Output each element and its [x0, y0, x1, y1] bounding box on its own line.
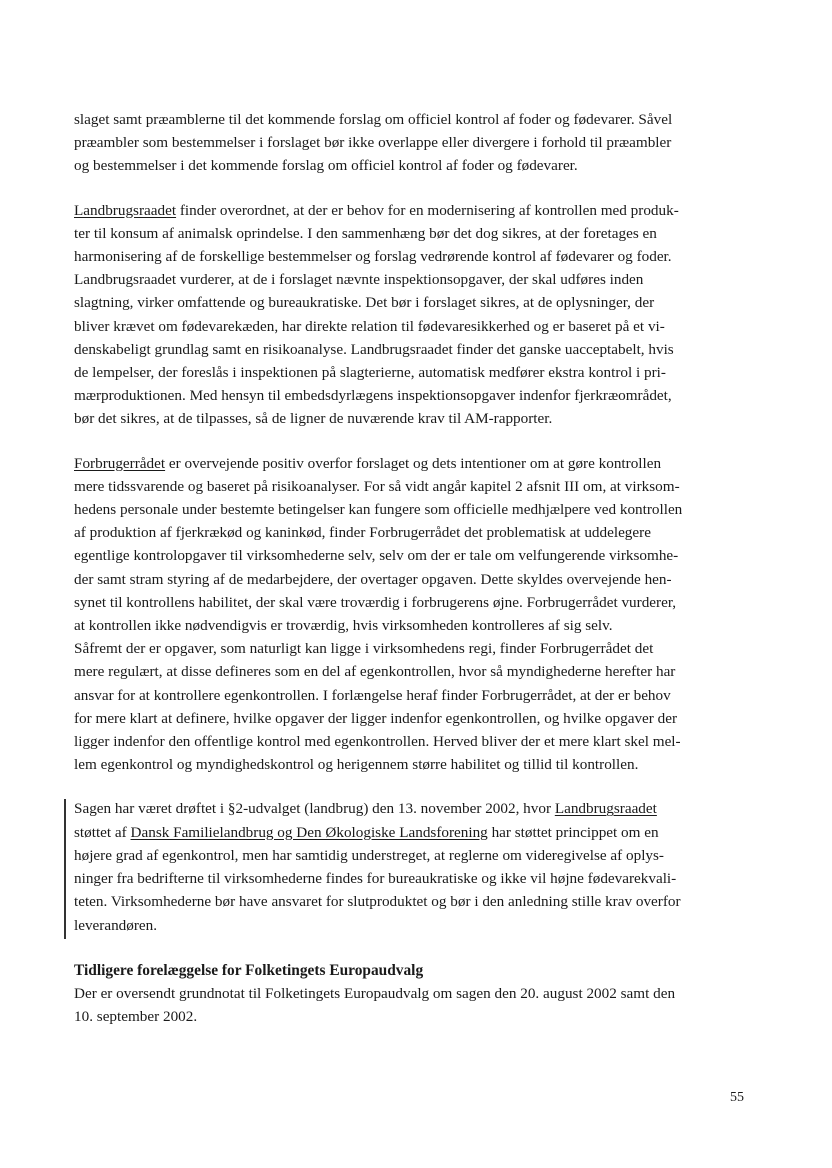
text-line: ter til konsum af animalsk oprindelse. I den sammenhæng bør det dog sikres, at der foretages en	[74, 224, 657, 242]
text-line: Landbrugsraadet finder overordnet, at der er behov for en modernisering af kontrollen med produk-	[74, 201, 679, 219]
text-line: harmonisering af de forskellige bestemmelser og forslag vedrørende kontrol af fødevarer og foder.	[74, 248, 672, 266]
text-line: mærproduktionen. Med hensyn til embedsdyrlægens inspektionsopgaver indenfor fjerkræområdet,	[74, 387, 672, 405]
text-line: bliver krævet om fødevarekæden, har direkte relation til fødevaresikkerhed og er baseret på et vi-	[74, 317, 665, 335]
org-name-landbrugsraadet: Landbrugsraadet	[554, 800, 657, 818]
text-line: mere regulært, at disse defineres som en del af egenkontrollen, hvor så myndighederne herefter har	[74, 663, 676, 681]
text-line: af produktion af fjerkrækød og kaninkød, finder Forbrugerrådet det problematisk at uddelegere	[74, 524, 651, 542]
text-line: Der er oversendt grundnotat til Folketingets Europaudvalg om sagen den 20. august 2002 samt den	[74, 984, 676, 1002]
text-line: 10. september 2002.	[74, 1008, 198, 1026]
text-line: Sagen har været drøftet i §2-udvalget (landbrug) den 13. november 2002, hvor Landbrugsraadet	[74, 800, 657, 818]
text-line: Forbrugerrådet er overvejende positiv overfor forslaget og dets intentioner om at gøre kontrollen	[74, 454, 662, 472]
text-line: mere tidssvarende og baseret på risikoanalyser. For så vidt angår kapitel 2 afsnit III om, at virksom-	[74, 477, 680, 495]
page-number: 55	[730, 1090, 744, 1105]
text-line: synet til kontrollens habilitet, der skal være troværdig i forbrugerens øjne. Forbrugerrådet vurderer,	[74, 593, 677, 611]
text-line: teten. Virksomhederne bør have ansvaret for slutproduktet og bør i den anledning stille krav overfor	[74, 893, 681, 911]
text-line: ligger indenfor den offentlige kontrol med egenkontrollen. Herved bliver der et mere klart skel mel-	[74, 733, 681, 751]
org-name-forbrugerraadet: Forbrugerrådet	[74, 454, 166, 472]
text-line: at kontrollen ikke nødvendigvis er troværdig, hvis virksomheden kontrolleres af sig selv.	[74, 617, 613, 635]
text-line: for mere klart at definere, hvilke opgaver der ligger indenfor egenkontrollen, og hvilke opgaver der	[74, 709, 678, 727]
text-line: slaget samt præamblerne til det kommende forslag om officiel kontrol af foder og fødevarer. Såvel	[74, 111, 673, 128]
text-line: og bestemmelser i det kommende forslag om officiel kontrol af foder og fødevarer.	[74, 157, 578, 175]
paragraph-europaudvalg	[74, 982, 756, 1028]
text-line: højere grad af egenkontrol, men har samtidig understreget, at reglerne om videregivelse af oplys-	[74, 846, 664, 864]
text-line: bør det sikres, at de tilpasses, så de ligner de nuværende krav til AM-rapporter.	[74, 410, 553, 428]
text-line: slagtning, virker omfattende og bureaukratiske. Det bør i forslaget sikres, at de oplysninger, der	[74, 294, 655, 312]
revision-bar	[64, 799, 66, 939]
text-line: egentlige kontrolopgaver til virksomhederne selv, selv om der er tale om velfungerende virksomhe-	[74, 547, 679, 565]
text-line: ansvar for at kontrollere egenkontrollen. I forlængelse heraf finder Forbrugerrådet, at der er behov	[74, 686, 671, 704]
paragraph-intro	[74, 108, 756, 178]
text-line: de lempelser, der foreslås i inspektionen på slagterierne, automatisk medfører ekstra kontrol i pri-	[74, 364, 666, 382]
paragraph-forbrugerraadet	[74, 452, 756, 777]
section-heading: Tidligere forelæggelse for Folketingets Europaudvalg	[74, 961, 424, 979]
text-line: præambler som bestemmelser i forslaget bør ikke overlappe eller divergere i forhold til præambler	[74, 134, 672, 152]
text-line: der samt stram styring af de medarbejdere, der overtager opgaven. Dette skyldes overvejende hen-	[74, 570, 672, 588]
text-line: denskabeligt grundlag samt en risikoanalyse. Landbrugsraadet finder det ganske uacceptabelt, hvis	[74, 340, 674, 358]
document-page	[74, 108, 756, 1028]
paragraph-landbrugsraadet	[74, 199, 756, 431]
org-name-familielandbrug: Dansk Familielandbrug og Den Økologiske Landsforening	[130, 823, 488, 841]
text-line: leverandøren.	[74, 916, 158, 934]
text-line: Såfremt der er opgaver, som naturligt kan ligge i virksomhedens regi, finder Forbrugerrådet det	[74, 640, 654, 658]
paragraph-committee	[74, 797, 756, 936]
text-line: støttet af Dansk Familielandbrug og Den Økologiske Landsforening har støttet princippet om en	[74, 823, 659, 841]
text-line: hedens personale under bestemte betingelser kan fungere som officielle medhjælpere ved kontrollen	[74, 501, 683, 519]
text-line: Landbrugsraadet vurderer, at de i forslaget nævnte inspektionsopgaver, der skal udføres inden	[74, 271, 644, 289]
text-line: lem egenkontrol og myndighedskontrol og herigennem større habilitet og tillid til kontrollen.	[74, 756, 639, 774]
org-name-landbrugsraadet: Landbrugsraadet	[74, 201, 177, 219]
text-line: ninger fra bedrifterne til virksomhederne findes for bureaukratiske og ikke vil højne fødevarekvali-	[74, 870, 677, 888]
